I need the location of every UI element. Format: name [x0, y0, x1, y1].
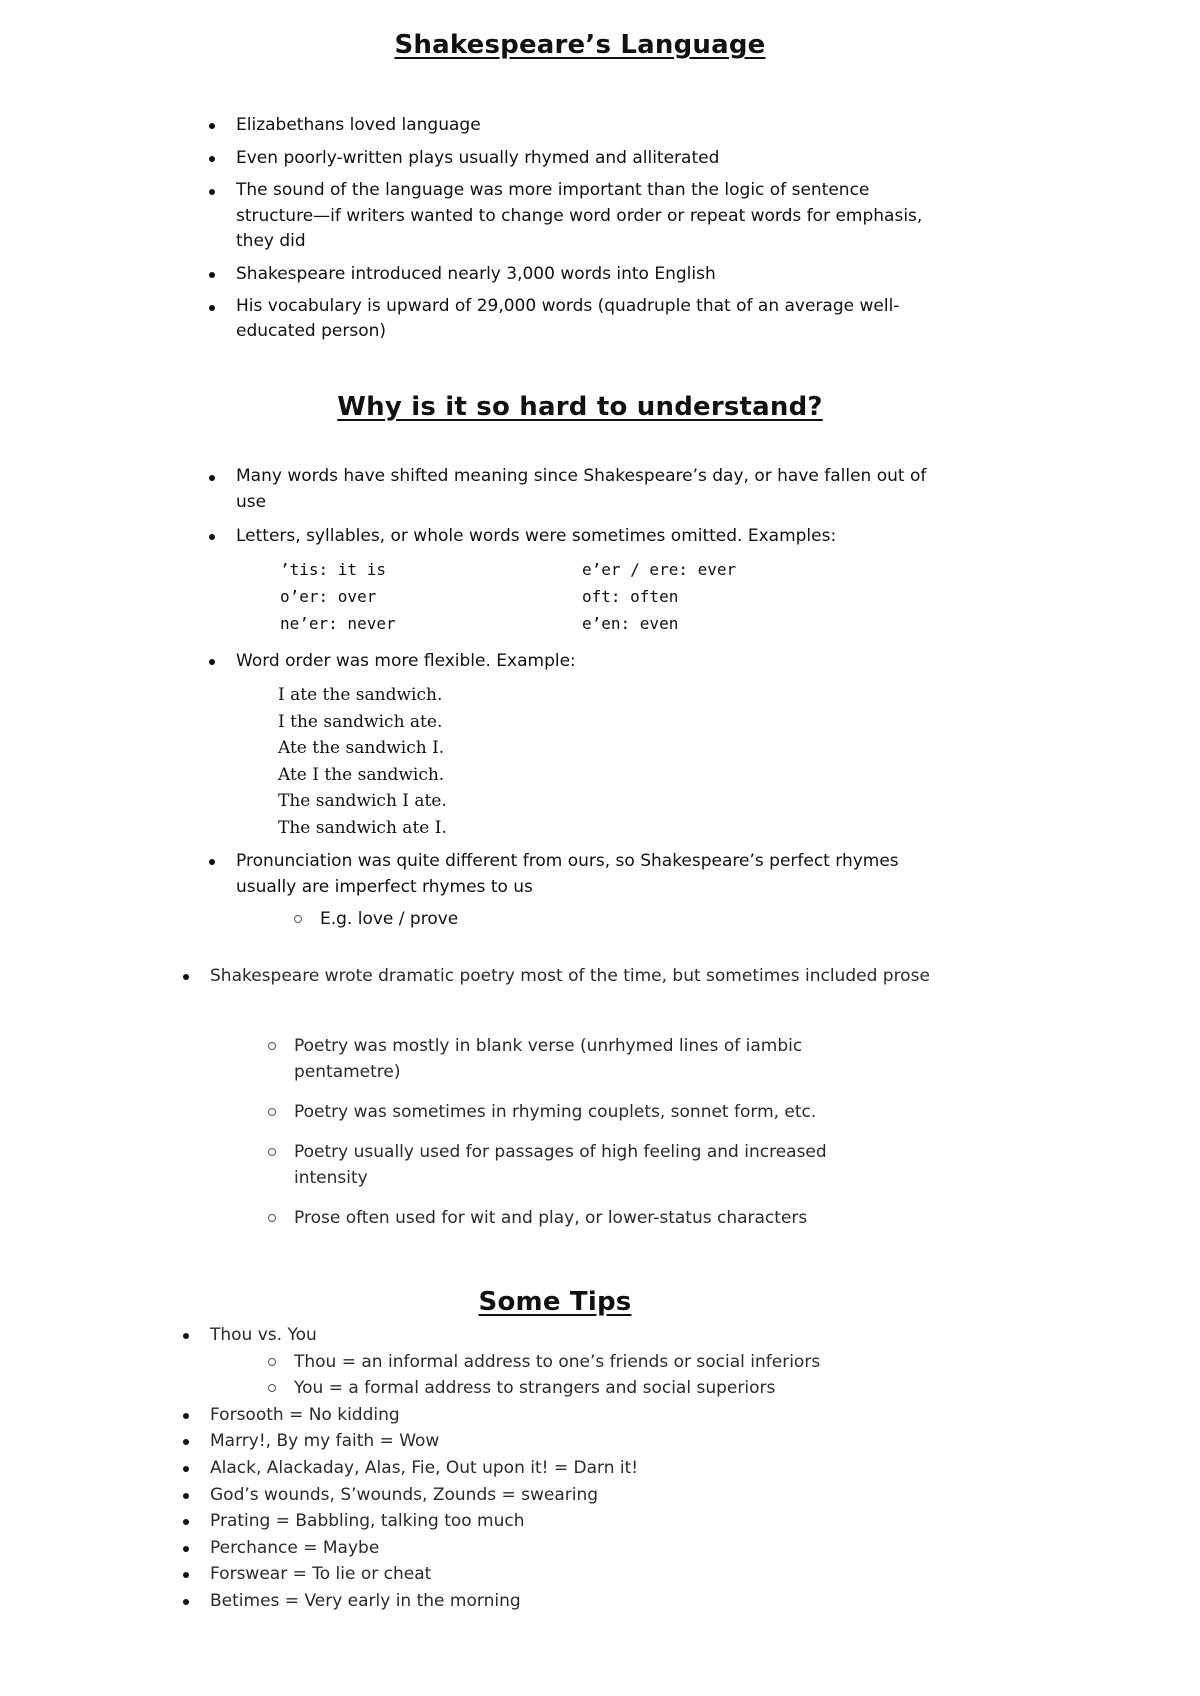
list-item: Marry!, By my faith = Wow — [210, 1428, 970, 1455]
omitted-examples-table — [280, 556, 884, 637]
example-cell: e’er / ere: ever — [582, 560, 737, 579]
intro-bullet-list — [236, 112, 936, 345]
list-item — [210, 1322, 970, 1402]
list-item: Shakespeare wrote dramatic poetry most of the time, but sometimes included prose — [210, 963, 930, 989]
example-sentence: The sandwich I ate. — [278, 791, 447, 812]
list-item: Letters, syllables, or whole words were sometimes omitted. Examples: — [236, 523, 956, 550]
list-item: Forswear = To lie or cheat — [210, 1561, 970, 1588]
list-item: Many words have shifted meaning since Shakespeare’s day, or have fallen out of use — [236, 464, 956, 515]
sub-list-item: Poetry was sometimes in rhyming couplets, sonnet form, etc. — [294, 1099, 864, 1125]
sub-list-item: Thou = an informal address to one’s friends or social inferiors — [294, 1349, 970, 1376]
list-item: Word order was more flexible. Example: — [236, 648, 956, 675]
list-item: His vocabulary is upward of 29,000 words (quadruple that of an average well-educated person) — [236, 294, 936, 345]
list-item: Alack, Alackaday, Alas, Fie, Out upon it! = Darn it! — [210, 1455, 970, 1482]
example-cell: e’en: even — [582, 614, 679, 633]
example-sentence: I the sandwich ate. — [278, 711, 443, 732]
list-item: Prating = Babbling, talking too much — [210, 1508, 970, 1535]
example-sentence: Ate I the sandwich. — [278, 764, 445, 785]
list-item: Forsooth = No kidding — [210, 1402, 970, 1429]
sub-list-item: You = a formal address to strangers and social superiors — [294, 1375, 970, 1402]
example-sentence: Ate the sandwich I. — [278, 738, 445, 759]
section-heading-tips: Some Tips — [478, 1287, 632, 1317]
sub-list-item: Prose often used for wit and play, or lower-status characters — [294, 1205, 864, 1231]
list-item: The sound of the language was more important than the logic of sentence structure—if writers wanted to change word order or repeat words for emphasis, they did — [236, 178, 936, 255]
table-row — [280, 583, 884, 610]
list-item: Betimes = Very early in the morning — [210, 1588, 970, 1615]
list-item-text: Pronunciation was quite different from ours, so Shakespeare’s perfect rhymes usually are imperfect rhymes to us — [236, 851, 899, 897]
table-row — [280, 556, 884, 583]
list-item: Shakespeare introduced nearly 3,000 words into English — [236, 261, 936, 288]
thou-you-sublist — [294, 1349, 970, 1402]
example-sentence: I ate the sandwich. — [278, 685, 443, 705]
poetry-bullet-list — [210, 963, 930, 989]
list-item: Even poorly-written plays usually rhymed and alliterated — [236, 145, 936, 172]
sub-list-item: Poetry was mostly in blank verse (unrhymed lines of iambic pentametre) — [294, 1033, 864, 1085]
example-cell: ne’er: never — [280, 614, 396, 633]
sub-list-item: Poetry usually used for passages of high feeling and increased intensity — [294, 1139, 864, 1191]
list-item: God’s wounds, S’wounds, Zounds = swearing — [210, 1482, 970, 1509]
page-title: Shakespeare’s Language — [394, 30, 766, 60]
word-order-bullet-list — [236, 648, 956, 675]
example-cell: ’tis: it is — [280, 560, 386, 579]
example-cell: oft: often — [582, 587, 679, 606]
pronunciation-bullet-list — [236, 848, 956, 900]
list-item — [236, 848, 956, 900]
word-order-examples — [278, 682, 447, 842]
list-item-text: Thou vs. You — [210, 1325, 317, 1345]
list-item: Elizabethans loved language — [236, 112, 936, 139]
section-heading-why: Why is it so hard to understand? — [337, 392, 823, 422]
sub-list-item: E.g. love / prove — [320, 906, 720, 932]
list-item: Perchance = Maybe — [210, 1535, 970, 1562]
example-cell: o’er: over — [280, 587, 377, 606]
pronunciation-sublist — [320, 906, 720, 932]
example-sentence: The sandwich ate I. — [278, 817, 447, 838]
tips-bullet-list — [210, 1322, 970, 1615]
table-row — [280, 610, 884, 637]
poetry-sublist — [294, 1033, 864, 1231]
why-bullet-list — [236, 464, 956, 550]
